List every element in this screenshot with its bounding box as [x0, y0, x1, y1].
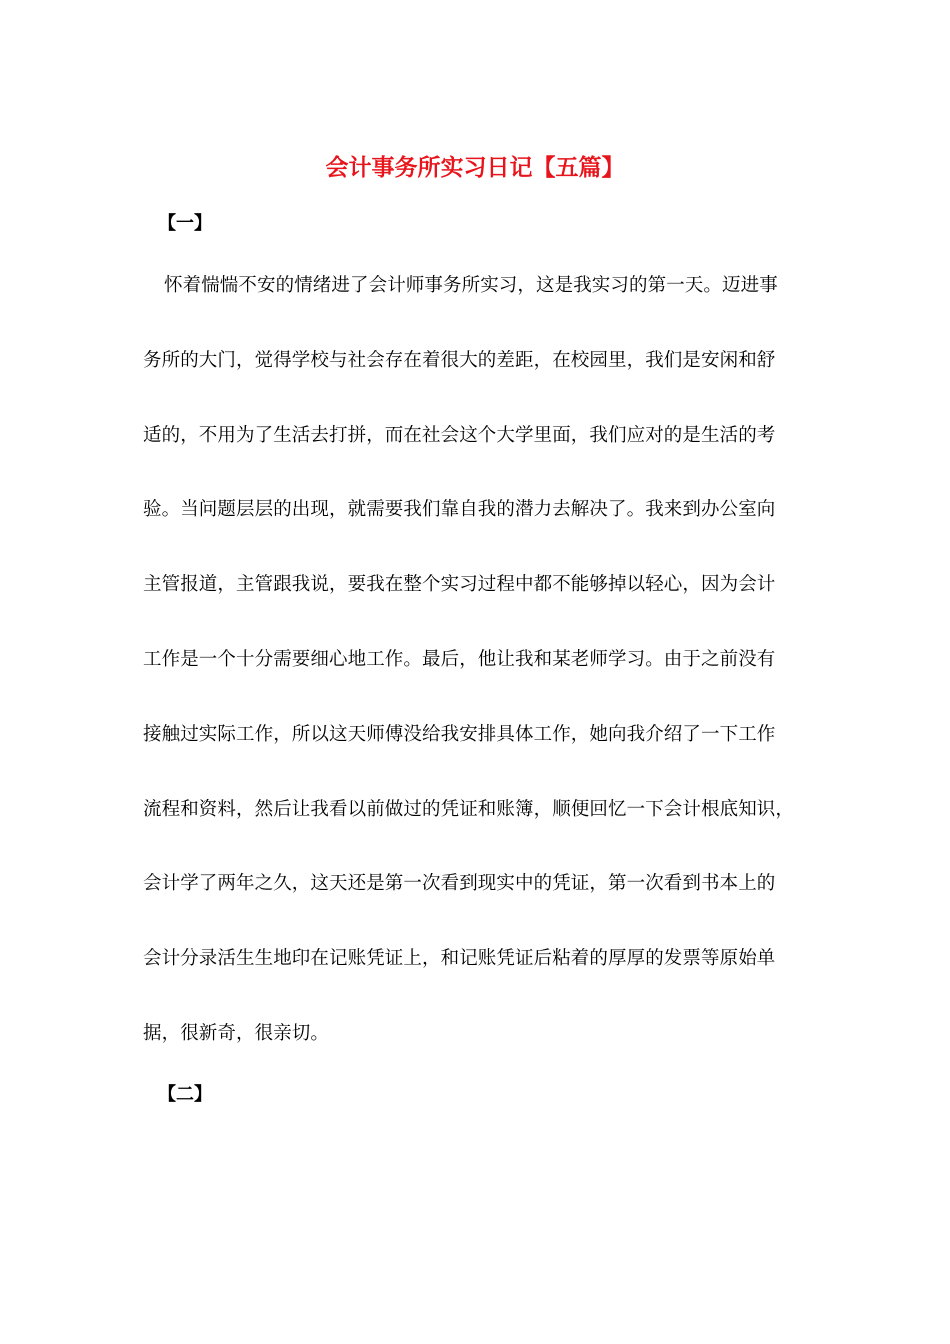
paragraph-line: 流程和资料，然后让我看以前做过的凭证和账簿，顺便回忆一下会计根底知识，	[143, 798, 795, 820]
paragraph-line: 工作是一个十分需要细心地工作。最后，他让我和某老师学习。由于之前没有	[143, 648, 776, 670]
paragraph-line: 怀着惴惴不安的情绪进了会计师事务所实习，这是我实习的第一天。迈进事	[164, 275, 778, 296]
document-title: 会计事务所实习日记【五篇】	[325, 155, 625, 181]
section-heading-2: 【二】	[158, 1084, 212, 1105]
paragraph-line: 会计分录活生生地印在记账凭证上，和记账凭证后粘着的厚厚的发票等原始单	[143, 948, 776, 970]
paragraph-line: 据，很新奇，很亲切。	[143, 1022, 330, 1044]
paragraph-line: 主管报道，主管跟我说，要我在整个实习过程中都不能够掉以轻心，因为会计	[143, 574, 776, 596]
paragraph-line: 验。当问题层层的出现，就需要我们靠自我的潜力去解决了。我来到办公室向	[143, 499, 776, 521]
paragraph-line: 务所的大门，觉得学校与社会存在着很大的差距，在校园里，我们是安闲和舒	[143, 349, 776, 371]
paragraph-line: 接触过实际工作，所以这天师傅没给我安排具体工作，她向我介绍了一下工作	[143, 723, 776, 745]
paragraph-line: 会计学了两年之久，这天还是第一次看到现实中的凭证，第一次看到书本上的	[143, 873, 776, 895]
section-heading-1: 【一】	[158, 213, 212, 234]
section-1-body	[143, 270, 803, 1093]
paragraph-line: 适的，不用为了生活去打拼，而在社会这个大学里面，我们应对的是生活的考	[143, 424, 776, 446]
